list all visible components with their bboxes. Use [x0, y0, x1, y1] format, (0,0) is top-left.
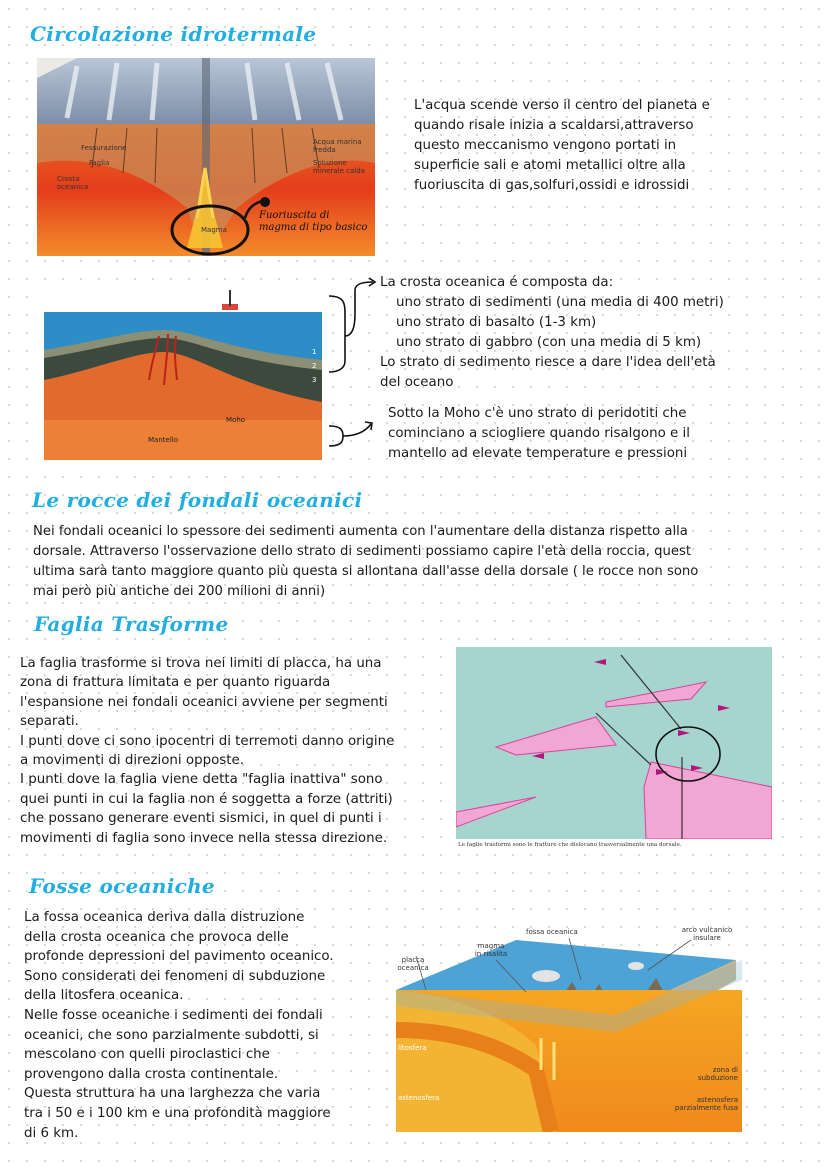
label-magma: Magma [201, 226, 227, 234]
text-line: a movimenti di direzioni opposte. [20, 753, 244, 769]
text-line: quei punti in cui la faglia non é soggetta a forze (attriti) [20, 791, 393, 807]
text-line: Nei fondali oceanici lo spessore dei sedimenti aumenta con l'aumentare della distanza rispetto alla [33, 524, 688, 539]
figure-transform-fault [456, 647, 772, 839]
ocean-trenches-text [24, 908, 334, 1143]
label-layer-2: 2 [312, 362, 317, 370]
text-line: uno strato di basalto (1-3 km) [396, 315, 597, 330]
crust-diagram [44, 290, 322, 460]
hydrothermal-text [414, 96, 710, 196]
text-line: La fossa oceanica deriva dalla distruzione [24, 910, 305, 925]
crust-text-bottom [388, 404, 690, 464]
text-line: Sotto la Moho c'è uno strato di peridotiti che [388, 406, 687, 421]
label-layer-3: 3 [312, 376, 317, 384]
label-crosta-oceanica: Crosta oceanica [57, 175, 89, 191]
text-line: tra i 50 e i 100 km e una profondità maggiore [24, 1105, 331, 1121]
text-line: mantello ad elevate temperature e pressioni [388, 446, 688, 461]
text-line: mescolano con quelli piroclastici che [24, 1047, 270, 1063]
heading-ocean-rocks: Le rocce dei fondali oceanici [32, 488, 363, 512]
text-line: oceanici, che sono parzialmente subdotti, si [24, 1027, 319, 1043]
label-astenosfera-fusa: astenosfera parzialmente fusa [674, 1096, 738, 1112]
text-line: separati. [20, 714, 79, 730]
transform-fault-text [20, 654, 394, 848]
text-line: I punti dove ci sono ipocentri di terremoti danno origine [20, 733, 395, 749]
transform-fault-caption: Le faglie trasformi sono le fratture che dislocano trasversalmente una dorsale. [458, 842, 682, 848]
label-faglia: Faglia [89, 159, 110, 167]
handwritten-magma-note: Fuoriuscita di magma di tipo basico [259, 210, 368, 233]
ocean-rocks-text [33, 522, 698, 602]
text-line: Questa struttura ha una larghezza che varia [24, 1086, 321, 1102]
heading-transform-fault: Faglia Trasforme [34, 612, 229, 636]
text-line: l'espansione nei fondali oceanici avviene per segmenti [20, 694, 388, 710]
figure-crust-layers [44, 290, 322, 460]
transform-fault-diagram [456, 647, 772, 839]
figure-ocean-trench [386, 920, 742, 1132]
label-acqua-marina: Acqua marina fredda [313, 138, 362, 154]
text-line: di 6 km. [24, 1125, 79, 1141]
crust-text-top [380, 273, 724, 393]
text-line: Lo strato di sedimento riesce a dare l'idea dell'età [380, 355, 716, 370]
text-line: fuoriuscita di gas,solfuri,ossidi e idrossidi [414, 178, 690, 193]
figure-hydrothermal [37, 58, 375, 256]
text-line: I punti dove la faglia viene detta "faglia inattiva" sono [20, 772, 383, 788]
label-litosfera: litosfera [398, 1044, 427, 1052]
text-line: quando risale inizia a scaldarsi,attraverso [414, 118, 694, 133]
text-line: provengono dalla crosta continentale. [24, 1066, 279, 1082]
text-line: dorsale. Attraverso l'osservazione dello strato di sedimenti possiamo capire l'età della roccia, quest [33, 544, 692, 559]
bracket-arrows [325, 276, 385, 456]
text-line: che possano generare eventi sismici, in quel di punti i [20, 811, 382, 827]
text-line: L'acqua scende verso il centro del pianeta e [414, 98, 710, 113]
label-fessurazione: Fessurazione [81, 144, 127, 152]
label-astenosfera: astenosfera [398, 1094, 440, 1102]
label-zona-subduzione: zona di subduzione [697, 1066, 738, 1082]
label-soluzione-minerale: Soluzione minerale calda [313, 159, 365, 175]
text-line: profonde depressioni del pavimento oceanico. [24, 949, 334, 965]
label-moho: Moho [226, 416, 246, 424]
heading-ocean-trenches: Fosse oceaniche [29, 874, 215, 898]
text-line: movimenti di faglia sono invece nella stessa direzione. [20, 830, 388, 846]
text-line: della crosta oceanica che provoca delle [24, 929, 289, 945]
text-line: della litosfera oceanica. [24, 988, 184, 1004]
label-arco-vulcanico: arco vulcanico insulare [681, 926, 733, 942]
text-line: superficie sali e atomi metallici oltre alla [414, 158, 686, 173]
label-magma-risalita: magma in risalita [474, 942, 508, 958]
label-mantello: Mantello [148, 436, 178, 444]
label-fossa-oceanica: fossa oceanica [526, 928, 578, 936]
text-line: mai però più antiche dei 200 milioni di anni) [33, 584, 326, 599]
text-line: ultima sarà tanto maggiore quanto più questa si allontana dall'asse della dorsale ( le rocce non sono [33, 564, 699, 579]
text-line: cominciano a sciogliere quando risalgono e il [388, 426, 690, 441]
text-line: Nelle fosse oceaniche i sedimenti dei fondali [24, 1007, 323, 1023]
text-line: La faglia trasforme si trova nei limiti di placca, ha una [20, 656, 382, 671]
label-placca-oceanica: placca oceanica [397, 956, 429, 972]
text-line: questo meccanismo vengono portati in [414, 138, 677, 153]
text-line: uno strato di sedimenti (una media di 400 metri) [396, 295, 724, 310]
text-line: La crosta oceanica é composta da: [380, 275, 614, 290]
text-line: uno strato di gabbro (con una media di 5 km) [396, 335, 702, 350]
text-line: zona di frattura limitata e per quanto riguarda [20, 675, 331, 691]
label-layer-1: 1 [312, 348, 317, 356]
text-line: del oceano [380, 375, 454, 390]
heading-hydrothermal: Circolazione idrotermale [30, 22, 317, 46]
text-line: Sono considerati dei fenomeni di subduzione [24, 968, 326, 984]
